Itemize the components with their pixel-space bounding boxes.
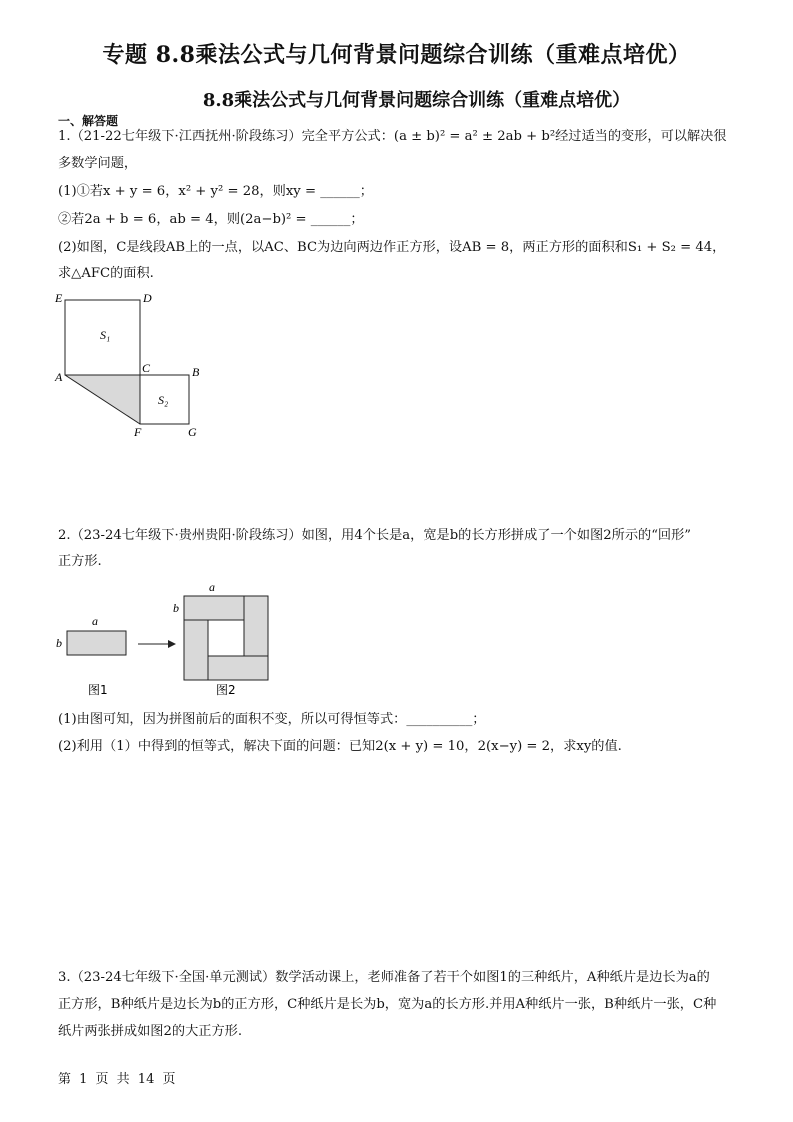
fig1-caption: 图1 (88, 683, 108, 697)
fig1-rectangle (67, 631, 126, 655)
q2-stem-line2: 正方形. (58, 554, 102, 569)
q2-stem-line1: 2.（23-24七年级下·贵州贵阳·阶段练习）如图，用4个长是a，宽是b的长方形拼成了一个如图2所示的“回形” (58, 528, 692, 543)
fig2-rect-right (244, 596, 268, 656)
fig2-label-a: a (209, 580, 215, 594)
q2-figure (52, 578, 282, 703)
label-e: E (55, 291, 63, 305)
q1-figure (52, 288, 212, 443)
label-b: B (192, 365, 200, 379)
q1-stem-line2: 多数学问题， (58, 156, 138, 171)
fig2-rect-bottom (208, 656, 268, 680)
arrow-icon (168, 640, 176, 648)
label-a: A (55, 370, 63, 384)
q3-line3: 纸片两张拼成如图2的大正方形. (58, 1024, 243, 1039)
q1-part1b: ②若2a + b = 6，ab = 4，则(2a−b)² = ______； (58, 212, 364, 227)
page-footer: 第 1 页 共 14 页 (58, 1072, 176, 1087)
label-g: G (188, 425, 197, 439)
q1-stem-line1: 1.（21-22七年级下·江西抚州·阶段练习）完全平方公式：(a ± b)² = a² ± 2ab + b²经过适当的变形，可以解决很 (58, 129, 727, 144)
label-s1: S₁ (100, 328, 111, 342)
q1-part1a: (1)①若x + y = 6，x² + y² = 28，则xy = ______； (58, 184, 373, 199)
fig1-label-b: b (56, 636, 62, 650)
page-subtitle: 8.8乘法公式与几何背景问题综合训练（重难点培优） (202, 90, 631, 111)
fig2-label-b: b (173, 601, 179, 615)
section-heading: 一、解答题 (58, 114, 119, 128)
fig2-rect-top (184, 596, 244, 620)
fig2-caption: 图2 (216, 683, 236, 697)
label-f: F (134, 425, 142, 439)
q2-part1: (1)由图可知，因为拼图前后的面积不变，所以可得恒等式：__________； (58, 712, 486, 727)
label-d: D (143, 291, 152, 305)
label-c: C (142, 361, 151, 375)
label-s2: S₂ (158, 393, 169, 407)
q1-part2-line1: (2)如图，C是线段AB上的一点，以AC、BC为边向两边作正方形，设AB = 8，两正方形的面积和S₁ + S₂ = 44， (58, 240, 726, 255)
q3-line1: 3.（23-24七年级下·全国·单元测试）数学活动课上，老师准备了若干个如图1的三种纸片，A种纸片是边长为a的 (58, 970, 710, 985)
q1-part2-line2: 求△AFC的面积. (58, 266, 154, 281)
q3-line2: 正方形，B种纸片是边长为b的正方形，C种纸片是长为b，宽为a的长方形.并用A种纸片一张，B种纸片一张，C种 (58, 997, 717, 1012)
fig1-label-a: a (92, 614, 98, 628)
q2-part2: (2)利用（1）中得到的恒等式，解决下面的问题：已知2(x + y) = 10，2(x−y) = 2，求xy的值. (58, 739, 622, 754)
page-title: 专题 8.8乘法公式与几何背景问题综合训练（重难点培优） (102, 42, 691, 68)
fig2-rect-left (184, 620, 208, 680)
